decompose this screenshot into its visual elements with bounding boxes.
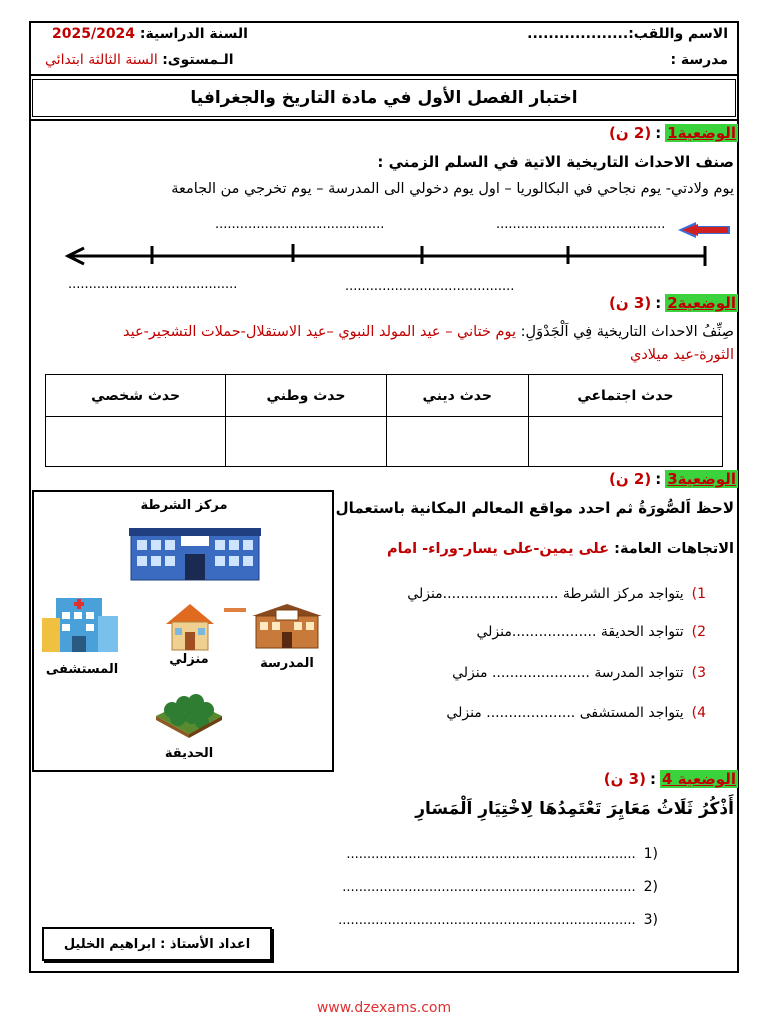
name-dots: ...................	[527, 26, 629, 42]
question-number: 4)	[691, 705, 706, 721]
answer-dots: ........................................................................	[338, 912, 636, 928]
school-label: مدرسة :	[670, 52, 728, 68]
police-label: مركز الشرطة	[140, 498, 228, 513]
question-number: 2)	[691, 624, 706, 640]
red-arrow-icon	[678, 222, 730, 238]
situation4-points: (3 ن)	[603, 770, 646, 788]
level-label: الـمستوى:	[162, 52, 234, 68]
question-1	[407, 586, 706, 602]
situation2-name: الوضعية2	[667, 294, 736, 312]
situation2-label	[609, 294, 738, 312]
timeline-slot: .........................................	[345, 279, 515, 294]
line-number: (3	[643, 912, 658, 928]
line-number: (1	[643, 846, 658, 862]
police-station-icon	[129, 524, 261, 582]
house-icon	[164, 602, 216, 652]
table-header-row	[46, 375, 723, 417]
name-field	[527, 26, 728, 42]
situation1-events: يوم ولادتي- يوم نجاحي في البكالوريا – اول يوم دخولي الى المدرسة – يوم تخرجي من الجامعة	[171, 181, 734, 197]
answer-line-1[interactable]	[346, 846, 658, 862]
situation1-points: (2 ن)	[609, 124, 652, 142]
situation1-label	[609, 124, 738, 142]
answer-cell[interactable]	[528, 417, 722, 467]
year-label: السنة الدراسية:	[139, 26, 248, 42]
answer-line-2[interactable]	[342, 879, 658, 895]
title-divider	[29, 119, 739, 121]
hospital-label: المستشفى	[45, 662, 119, 677]
situation2-events-cont: الثورة-عيد ميلادي	[630, 347, 734, 363]
answer-line-3[interactable]	[338, 912, 658, 928]
situation4-label	[604, 770, 738, 788]
school-year	[52, 26, 248, 42]
table-header-cell: حدث وطني	[226, 375, 387, 417]
situation1-sep: :	[655, 124, 662, 142]
garden-icon	[152, 686, 226, 738]
home-label: منزلي	[169, 652, 209, 667]
level-value: السنة الثالثة ابتدائي	[45, 52, 158, 68]
classification-table	[45, 374, 723, 467]
answer-cell[interactable]	[226, 417, 387, 467]
situation2-points: (3 ن)	[609, 294, 652, 312]
timeline-slot: .........................................	[68, 277, 238, 292]
question-number: 3)	[691, 665, 706, 681]
question-text: يتواجد المستشفى .................... منزلي	[446, 705, 684, 721]
situation3-name: الوضعية3	[667, 470, 736, 488]
question-2	[477, 624, 707, 640]
question-text: تتواجد الحديقة ...................منزلي	[476, 624, 684, 640]
footer-link[interactable]: www.dzexams.com	[316, 1000, 452, 1016]
table-answer-row	[46, 417, 723, 467]
question-3	[452, 665, 706, 681]
question-number: 1)	[691, 586, 706, 602]
situation3-points: (2 ن)	[609, 470, 652, 488]
table-header-cell: حدث ديني	[386, 375, 528, 417]
situation4-instruction: أَذْكُرُ ثَلَاثُ مَعَايِرَ تَعْتَمِدُهَا لِاخْتِيَارِ اَلْمَسَارِ	[415, 799, 734, 819]
situation1-name: الوضعية1	[667, 124, 736, 142]
hospital-icon	[38, 596, 120, 654]
situation2-prompt	[123, 324, 734, 340]
table-header-cell: حدث اجتماعي	[528, 375, 722, 417]
situation3-label	[609, 470, 738, 488]
timeline-slot: .........................................	[496, 217, 666, 232]
author-signature: اعداد الأستاذ : ابراهيم الخليل	[42, 927, 272, 961]
question-text: يتواجد مركز الشرطة ..........................منزلي	[407, 586, 684, 602]
garden-label: الحديقة	[164, 746, 214, 761]
name-label: الاسم واللقب:	[628, 26, 728, 42]
school-label: المدرسة	[260, 656, 314, 671]
timeline-slot: .........................................	[215, 217, 385, 232]
question-text: تتواجد المدرسة ...................... منزلي	[452, 665, 684, 681]
situation2-events: يوم ختاني – عيد المولد النبوي –عيد الاستقلال-حملات التشجير-عيد	[123, 324, 517, 340]
year-value: 2025/2024	[52, 26, 136, 42]
answer-cell[interactable]	[46, 417, 226, 467]
situation2-sep: :	[655, 294, 662, 312]
situation4-name: الوضعية 4	[661, 770, 736, 788]
line-number: (2	[643, 879, 658, 895]
header-divider	[29, 74, 739, 76]
connector-mark	[224, 608, 246, 612]
location-map	[32, 490, 334, 772]
situation1-instruction: صنف الاحداث التاريخية الاتية في السلم الزمني :	[377, 153, 734, 171]
level	[45, 52, 234, 68]
school-icon	[252, 602, 322, 650]
directions	[387, 541, 734, 557]
timeline	[60, 218, 740, 268]
directions-value: على يمين-على يسار-وراء- امام	[387, 541, 610, 557]
situation2-instruction: صِنِّفُ الاحداث التاريخية فِي اَلْجَدْوَلِ:	[520, 324, 734, 340]
table-header-cell: حدث شخصي	[46, 375, 226, 417]
situation3-instruction: لاحظ اَلصُّورَةُ ثم احدد مواقع المعالم المكانية باستعمال	[335, 499, 734, 517]
situation3-sep: :	[655, 470, 662, 488]
answer-cell[interactable]	[386, 417, 528, 467]
directions-label: الاتجاهات العامة:	[614, 541, 734, 557]
situation4-sep: :	[649, 770, 656, 788]
answer-dots: ......................................................................	[346, 846, 636, 862]
question-4	[446, 705, 706, 721]
exam-title: اختبار الفصل الأول في مادة التاريخ والجغرافيا	[32, 79, 736, 117]
answer-dots: .......................................................................	[342, 879, 636, 895]
